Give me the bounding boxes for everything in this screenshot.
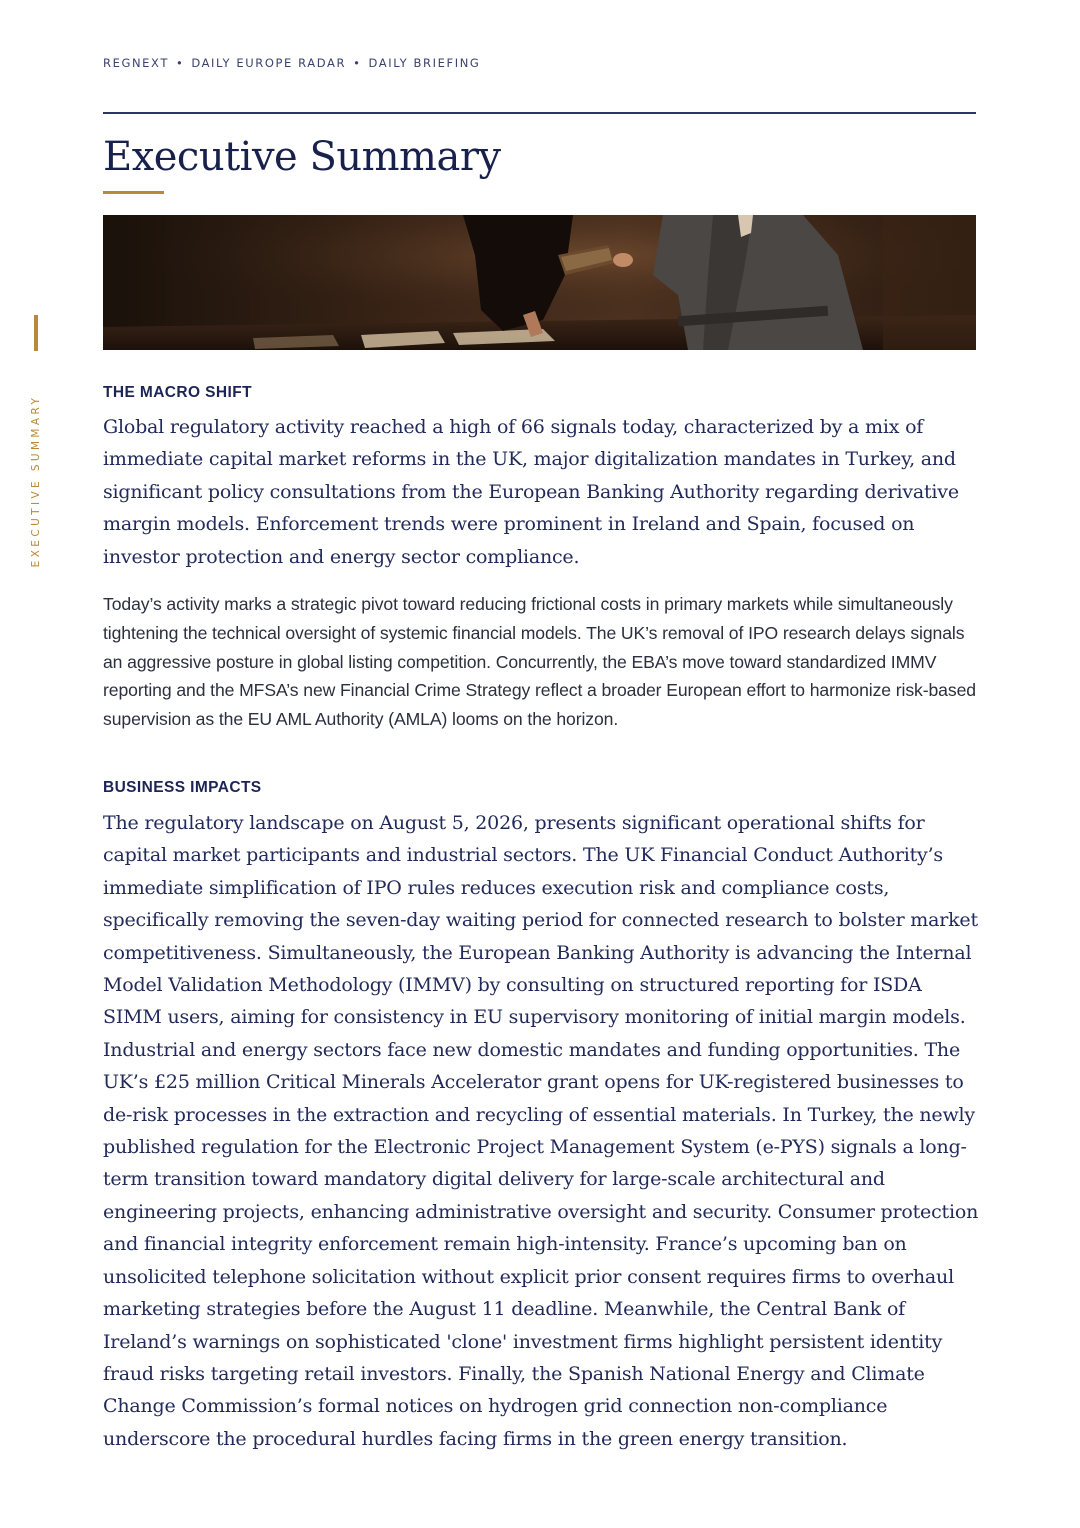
business-impacts-paragraph: The regulatory landscape on August 5, 2026, presents significant operational shifts for capital market participants and industrial sectors. The UK Financial Conduct Authority’s immediate simplification of IPO rules reduces execution risk and compliance costs, specifically removing the seven-day waiting period for connected research to bolster market competitiveness. Simultaneously, the European Banking Authority is advancing the Internal Model Validation Methodology (IMMV) by consulting on structured reporting for ISDA SIMM users, aiming for consistency in EU supervisory monitoring of initial margin models. Industrial and energy sectors face new domestic mandates and funding opportunities. The UK’s £25 million Critical Minerals Accelerator grant opens for UK-registered businesses to de-risk processes in the extraction and recycling of essential materials. In Turkey, the newly published regulation for the Electronic Project Management System (e-PYS) signals a long-term transition toward mandatory digital delivery for large-scale architectural and engineering projects, enhancing administrative oversight and security. Consumer protection and financial integrity enforcement remain high-intensity. France’s upcoming ban on unsolicited telephone solicitation without explicit prior consent requires firms to overhaul marketing strategies before the August 11 deadline. Meanwhile, the Central Bank of Ireland’s warnings on sophisticated 'clone' investment firms highlight persistent identity fraud risks targeting retail investors. Finally, the Spanish National Energy and Climate Change Commission’s formal notices on hydrogen grid connection non-compliance underscore the procedural hurdles facing firms in the green energy transition. bbox=[103, 812, 979, 1450]
breadcrumb-publisher: REGNEXT bbox=[103, 56, 169, 70]
breadcrumb-publication: DAILY EUROPE RADAR bbox=[191, 56, 347, 70]
breadcrumb-separator: • bbox=[175, 56, 185, 70]
hero-image bbox=[103, 215, 976, 350]
title-accent-underline bbox=[103, 191, 164, 194]
macro-shift-heading: THE MACRO SHIFT bbox=[103, 384, 252, 401]
macro-shift-body-paragraph: Today’s activity marks a strategic pivot toward reducing frictional costs in primary markets while simultaneously tightening the technical oversight of systemic financial models. The UK’s removal of IPO research delays signals an aggressive posture in global listing competition. Concurrently, the EBA’s move toward standardized IMMV reporting and the MFSA’s new Financial Crime Strategy reflect a broader European effort to harmonize risk-based supervision as the EU AML Authority (AMLA) looms on the horizon. bbox=[103, 594, 976, 730]
header-divider bbox=[103, 112, 976, 114]
breadcrumb-section: DAILY BRIEFING bbox=[368, 56, 481, 70]
business-impacts-heading: BUSINESS IMPACTS bbox=[103, 779, 262, 796]
boardroom-photo-illustration bbox=[103, 215, 976, 350]
side-section-label: EXECUTIVE SUMMARY bbox=[30, 394, 42, 568]
side-accent-bar bbox=[34, 315, 38, 351]
page-title: Executive Summary bbox=[103, 134, 501, 180]
macro-shift-lead-paragraph: Global regulatory activity reached a high of 66 signals today, characterized by a mix of immediate capital market reforms in the UK, major digitalization mandates in Turkey, and significant policy consultations from the European Banking Authority regarding derivative margin models. Enforcement trends were prominent in Ireland and Spain, focused on investor protection and energy sector compliance. bbox=[103, 416, 959, 568]
running-header bbox=[103, 56, 480, 70]
breadcrumb-separator: • bbox=[353, 56, 362, 70]
